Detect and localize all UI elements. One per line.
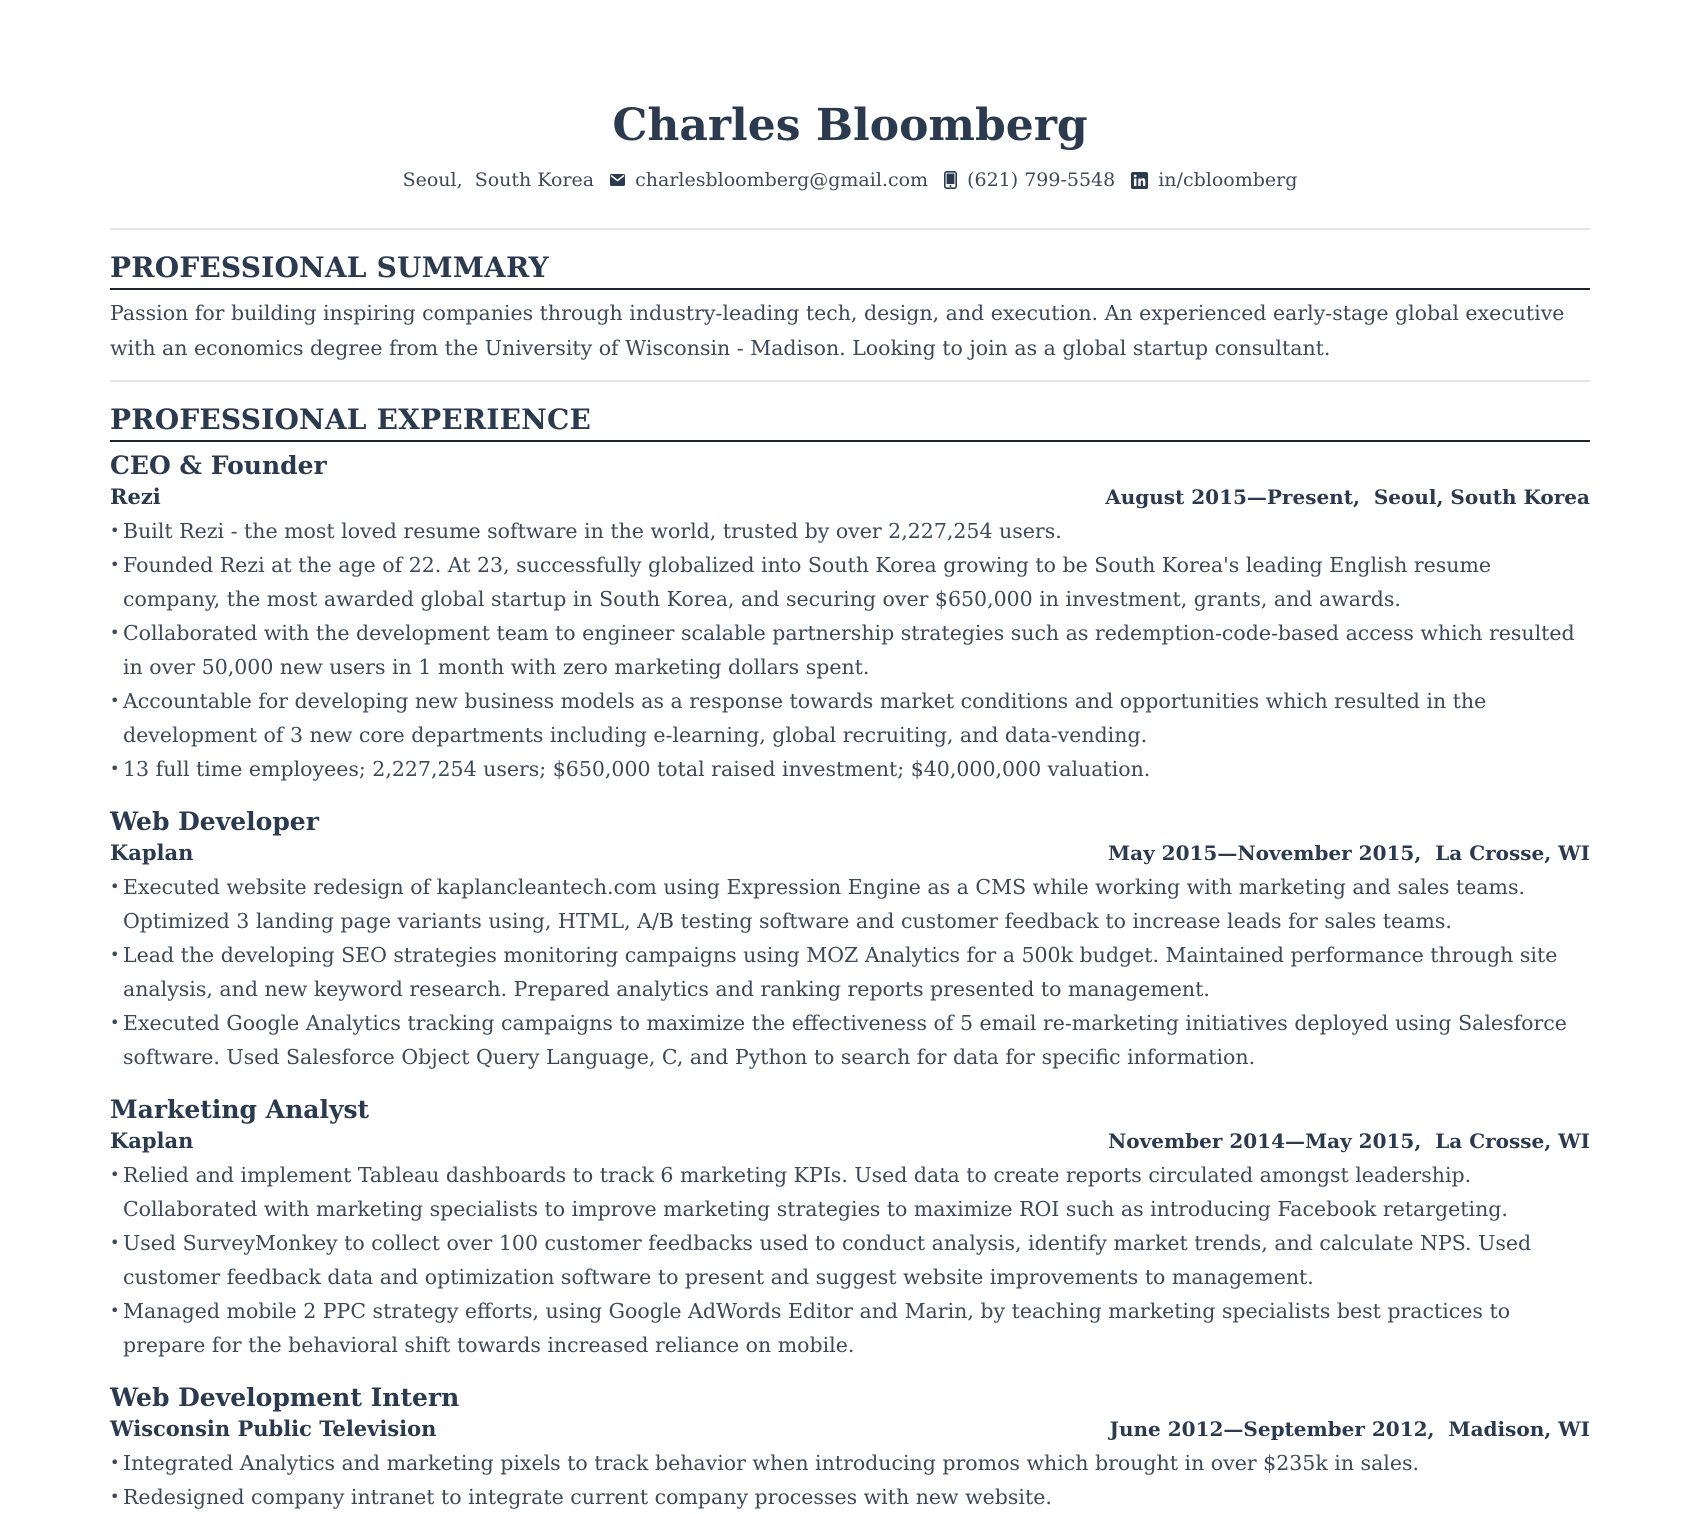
bullet-text: Managed mobile 2 PPC strategy efforts, using Google AdWords Editor and Marin, by teaching marketing specialists best practices to prepare for the behavioral shift towards increased reliance on mobile. — [123, 1299, 1511, 1357]
experience-heading: PROFESSIONAL EXPERIENCE — [110, 402, 1590, 442]
bullet-icon: • — [110, 1233, 120, 1252]
bullet-item — [110, 1480, 1590, 1514]
bullet-item — [110, 684, 1590, 752]
bullet-icon: • — [110, 1013, 120, 1032]
bullet-item — [110, 1294, 1590, 1362]
date-location: May 2015—November 2015, La Crosse, WI — [1107, 841, 1590, 865]
bullet-text: Executed Google Analytics tracking campaigns to maximize the effectiveness of 5 email re-marketing initiatives deployed using Salesforce software. Used Salesforce Object Query Language, C, and Python to search for data for specific information. — [123, 1011, 1567, 1069]
bullet-item — [110, 514, 1590, 548]
bullet-item — [110, 1158, 1590, 1226]
summary-heading: PROFESSIONAL SUMMARY — [110, 250, 1590, 290]
bullet-text: Built Rezi - the most loved resume software in the world, trusted by over 2,227,254 users. — [123, 519, 1062, 543]
linkedin-link[interactable]: in/cbloomberg — [1158, 169, 1298, 191]
job-title: CEO & Founder — [110, 451, 327, 480]
company-name: Wisconsin Public Television — [110, 1416, 437, 1441]
company-name: Rezi — [110, 484, 161, 509]
bullet-text: Integrated Analytics and marketing pixels to track behavior when introducing promos which brought in over $235k in sales. — [123, 1451, 1420, 1475]
bullet-text: Used SurveyMonkey to collect over 100 customer feedbacks used to conduct analysis, identify market trends, and calculate NPS. Used customer feedback data and optimization software to present and suggest website improvements to management. — [123, 1231, 1532, 1289]
bullet-list — [110, 1158, 1590, 1362]
job-title: Marketing Analyst — [110, 1095, 370, 1124]
header-divider — [110, 228, 1590, 230]
email-item[interactable] — [610, 166, 928, 194]
job-meta — [110, 838, 1590, 868]
bullet-text: Executed website redesign of kaplancleantech.com using Expression Engine as a CMS while working with marketing and sales teams. Optimized 3 landing page variants using, HTML, A/B testing software and customer feedback to increase leads for sales teams. — [123, 875, 1525, 933]
bullet-icon: • — [110, 1301, 120, 1320]
location-label: Seoul, South Korea — [402, 169, 595, 191]
bullet-icon: • — [110, 555, 120, 574]
bullet-text: Lead the developing SEO strategies monitoring campaigns using MOZ Analytics for a 500k budget. Maintained performance through site analysis, and new keyword research. Prepared analytics and ranking reports presented to management. — [123, 943, 1558, 1001]
linkedin-icon — [1131, 172, 1148, 189]
bullet-item — [110, 548, 1590, 616]
contact-line — [110, 166, 1590, 194]
company-name: Kaplan — [110, 840, 194, 865]
bullet-icon: • — [110, 945, 120, 964]
bullet-icon: • — [110, 521, 120, 540]
bullet-icon: • — [110, 1453, 120, 1472]
date-location: November 2014—May 2015, La Crosse, WI — [1107, 1129, 1590, 1153]
job-title: Web Developer — [110, 807, 319, 836]
bullet-item — [110, 616, 1590, 684]
candidate-name: Charles Bloomberg — [612, 100, 1088, 151]
bullet-text: 13 full time employees; 2,227,254 users; $650,000 total raised investment; $40,000,000 valuation. — [123, 757, 1151, 781]
job-meta — [110, 1126, 1590, 1156]
summary-divider — [110, 380, 1590, 382]
location-text — [403, 166, 595, 194]
bullet-icon: • — [110, 623, 120, 642]
resume-page — [110, 0, 1590, 1514]
phone-icon — [944, 171, 957, 189]
phone-item[interactable] — [944, 166, 1115, 194]
job-meta — [110, 482, 1590, 512]
date-location: June 2012—September 2012, Madison, WI — [1109, 1417, 1590, 1441]
bullet-item — [110, 1226, 1590, 1294]
bullet-icon: • — [110, 1487, 120, 1506]
bullet-text: Relied and implement Tableau dashboards to track 6 marketing KPIs. Used data to create reports circulated amongst leadership. Collaborated with marketing specialists to improve marketing strategies to maximize ROI such as introducing Facebook retargeting. — [123, 1163, 1508, 1221]
job-entry — [110, 450, 1590, 786]
company-name: Kaplan — [110, 1128, 194, 1153]
bullet-item — [110, 752, 1590, 786]
bullet-icon: • — [110, 759, 120, 778]
job-entry — [110, 806, 1590, 1074]
bullet-item — [110, 1006, 1590, 1074]
summary-text: Passion for building inspiring companies through industry-leading tech, design, and execution. An experienced early-stage global executive with an economics degree from the University of Wisconsin - Madison. Looking to join as a global startup consultant. — [110, 301, 1565, 360]
job-entry — [110, 1094, 1590, 1362]
bullet-list — [110, 870, 1590, 1074]
bullet-text: Accountable for developing new business models as a response towards market conditions and opportunities which resulted in the development of 3 new core departments including e-learning, global recruiting, and data-vending. — [123, 689, 1487, 747]
bullet-icon: • — [110, 691, 120, 710]
bullet-icon: • — [110, 1165, 120, 1184]
linkedin-item[interactable] — [1131, 166, 1297, 194]
bullet-item — [110, 938, 1590, 1006]
mail-icon — [610, 174, 625, 186]
summary-section — [110, 250, 1590, 366]
phone-number[interactable]: (621) 799-5548 — [967, 169, 1116, 191]
bullet-item — [110, 1446, 1590, 1480]
bullet-text: Redesigned company intranet to integrate current company processes with new website. — [123, 1485, 1052, 1509]
bullet-text: Collaborated with the development team to engineer scalable partnership strategies such as redemption-code-based access which resulted in over 50,000 new users in 1 month with zero marketing dollars spent. — [123, 621, 1575, 679]
bullet-list — [110, 1446, 1590, 1514]
job-meta — [110, 1414, 1590, 1444]
bullet-item — [110, 870, 1590, 938]
bullet-icon: • — [110, 877, 120, 896]
experience-section — [110, 402, 1590, 1514]
bullet-text: Founded Rezi at the age of 22. At 23, successfully globalized into South Korea growing to be South Korea's leading English resume company, the most awarded global startup in South Korea, and securing over $650,000 in investment, grants, and awards. — [123, 553, 1492, 611]
bullet-list — [110, 514, 1590, 786]
email-link[interactable]: charlesbloomberg@gmail.com — [635, 169, 929, 191]
job-entry — [110, 1382, 1590, 1514]
date-location: August 2015—Present, Seoul, South Korea — [1105, 485, 1590, 509]
job-title: Web Development Intern — [110, 1383, 460, 1412]
